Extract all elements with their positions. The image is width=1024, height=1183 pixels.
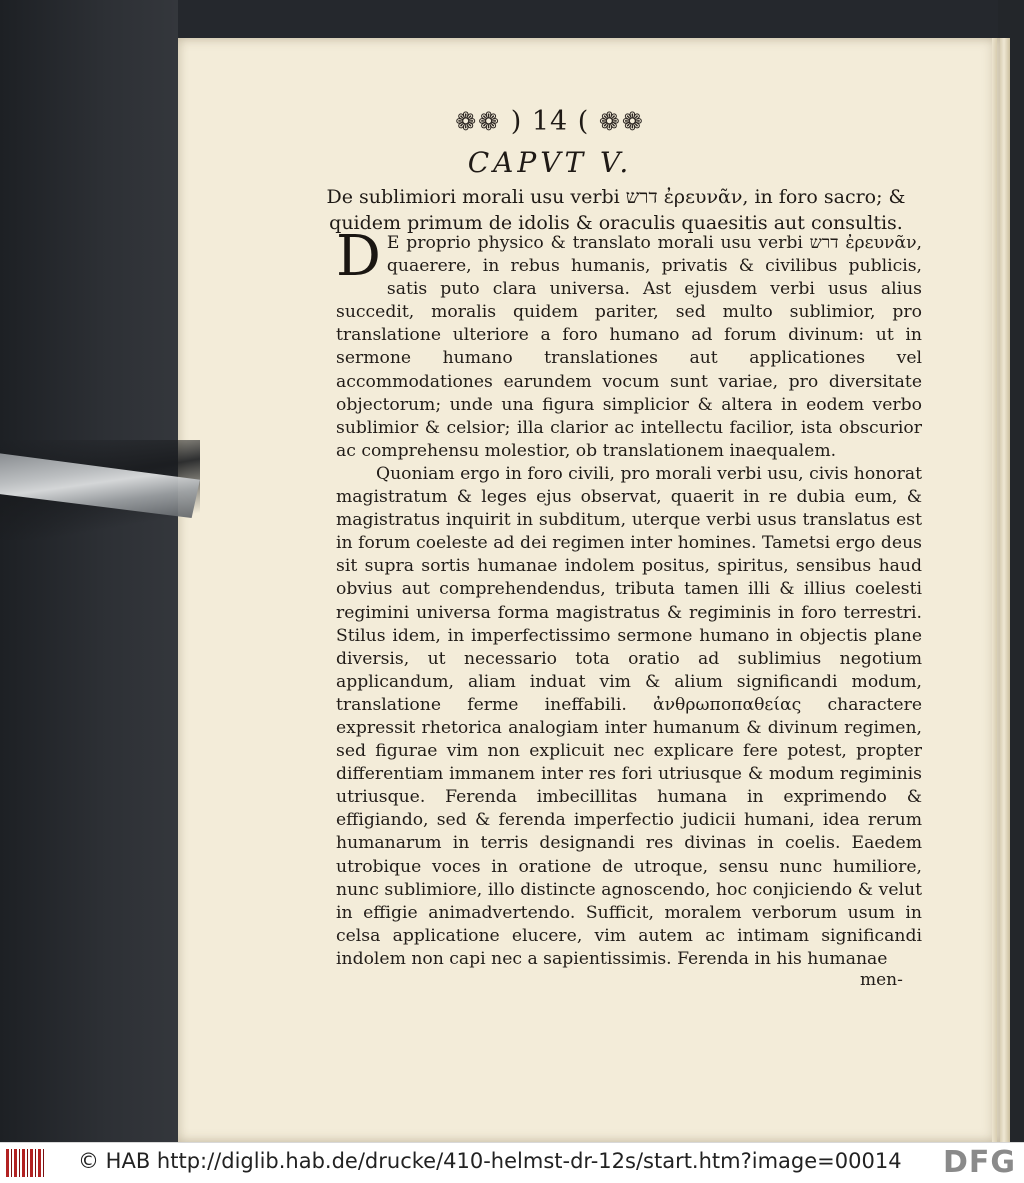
ornament-right-icon: ❁❁ bbox=[598, 107, 645, 136]
paragraph-2: Quoniam ergo in foro civili, pro morali verbi usu, civis honorat magistratum & leges ejus observat, quaerit in re dubia eum, & magistratus inquirit in subditum, uterque verbi usus translatus est in forum coeleste ad dei regimen inter homines. Tametsi ergo deus sit supra sortis humanae indolem positus, spiritus, sensibus haud obvius aut comprehendendus, tributa tamen illi & illius coelesti regimini universa forma magistratus & regiminis in foro terrestri. Stilus idem, in imperfectissimo sermone humano in objectis plane diversis, ut necessario tota oratio ad sublimius negotium applicandum, aliam induat vim & alium significandi modum, translatione ferme ineffabili. ἀνθρωποπαθείας charactere expressit rhetorica analogiam inter humanum & divinum regimen, sed figurae vim non explicuit nec explicare fere potest, propter differentiam immanem inter res fori utriusque & modum regiminis utriusque. Ferenda imbecillitas humana in exprimendo & effigiando, sed & ferenda imperfectio judicii humani, idea rerum humanarum in terris designandi res divinas in coelis. Eaedem utrobique voces in oratione de utroque, sensu nunc humiliore, nunc sublimiore, illo distincte agnoscendo, hoc conjiciendo & velut in effigie animadvertendo. Sufficit, moralem verborum usum in celsa applicatione elucere, vim autem ac intimam significandi indolem non capi nec a sapientissimis. Ferenda in his humanae bbox=[336, 463, 922, 969]
page-edge-inner bbox=[992, 38, 997, 1142]
page-header bbox=[360, 105, 740, 151]
page-number: ) 14 ( bbox=[510, 106, 590, 137]
chapter-subtitle: De sublimiori morali usu verbi דרש ἐρευνᾶν, in foro sacro; & quidem primum de idolis & oraculis quaesitis aut consultis. bbox=[326, 186, 906, 234]
paragraph-1-text: E proprio physico & translato morali usu verbi דרש ἐρευνᾶν, quaerere, in rebus humanis, privatis & civilibus publicis, satis puto clara universa. Ast ejusdem verbi usus alius succedit, moralis quidem pariter, sed multo sublimior, pro translatione ulteriore a foro humano ad forum divinum: ut in sermone humano translationes aut applicationes vel accommodationes earundem vocum sunt variae, pro diversitate objectorum; unde una figura simplicior & altera in eodem verbo sublimior & celsior; illa clarior ac intellectu facilior, ista obscurior ac comprehensu molestior, ob translationem inaequalem. bbox=[336, 233, 922, 461]
drop-cap: D bbox=[336, 224, 381, 289]
catchword: men- bbox=[860, 970, 903, 990]
body-text bbox=[336, 224, 922, 971]
chapter-title: CAPVT V. bbox=[467, 146, 633, 179]
scan-background-left bbox=[0, 0, 178, 1142]
paragraph-1 bbox=[336, 224, 922, 463]
page-edge bbox=[1000, 38, 1010, 1142]
ornament-left-icon: ❁❁ bbox=[455, 107, 502, 136]
footer-bar bbox=[0, 1142, 1024, 1183]
dfg-logo: DFG bbox=[942, 1145, 1016, 1180]
footer-credit-link[interactable]: © HAB http://diglib.hab.de/drucke/410-helmst-dr-12s/start.htm?image=00014 bbox=[78, 1149, 902, 1173]
barcode-icon bbox=[6, 1149, 46, 1177]
